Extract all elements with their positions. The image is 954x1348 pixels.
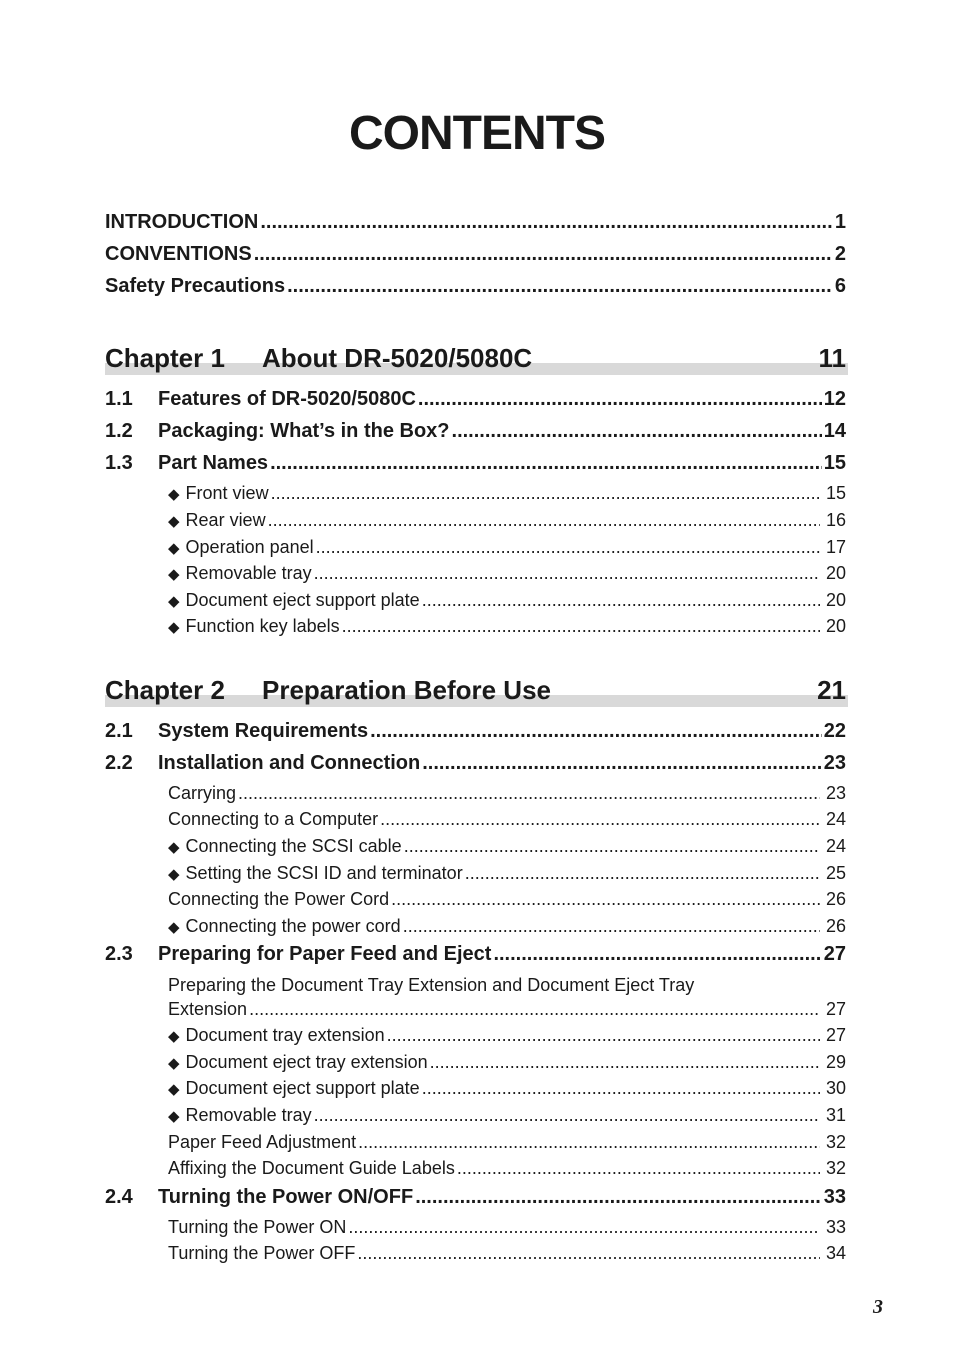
toc-subentry[interactable] bbox=[168, 783, 846, 804]
toc-entry-label: Extension bbox=[168, 999, 248, 1019]
leader-dots bbox=[357, 1243, 820, 1264]
leader-dots bbox=[260, 211, 833, 234]
diamond-bullet-icon: ◆ bbox=[168, 1055, 180, 1072]
toc-entry-label: Setting the SCSI ID and terminator bbox=[185, 863, 463, 883]
section-number: 2.4 bbox=[105, 1186, 133, 1208]
toc-entry-page: 12 bbox=[823, 388, 846, 410]
toc-entry-page: 14 bbox=[823, 420, 846, 442]
diamond-bullet-icon: ◆ bbox=[168, 839, 180, 856]
page-number: 3 bbox=[873, 1296, 883, 1318]
toc-entry-page: 24 bbox=[825, 836, 846, 856]
toc-subentry[interactable] bbox=[168, 537, 846, 558]
section-number: 1.1 bbox=[105, 388, 133, 410]
leader-dots bbox=[422, 1078, 820, 1099]
leader-dots bbox=[403, 916, 820, 937]
leader-dots bbox=[452, 420, 822, 443]
toc-subentry[interactable] bbox=[168, 836, 846, 857]
toc-entry-page: 24 bbox=[825, 809, 846, 829]
toc-entry-page: 33 bbox=[825, 1217, 846, 1237]
toc-entry-page: 23 bbox=[825, 783, 846, 803]
leader-dots bbox=[391, 889, 820, 910]
leader-dots bbox=[249, 999, 820, 1020]
toc-subentry[interactable] bbox=[168, 1025, 846, 1046]
leader-dots bbox=[418, 388, 822, 411]
toc-entry-page: 32 bbox=[825, 1132, 846, 1152]
leader-dots bbox=[387, 1025, 820, 1046]
leader-dots bbox=[254, 243, 833, 266]
diamond-bullet-icon: ◆ bbox=[168, 513, 180, 530]
toc-entry-label: Function key labels bbox=[185, 616, 340, 636]
chapter-number: Chapter 2 bbox=[105, 675, 225, 705]
toc-subentry[interactable] bbox=[168, 1078, 846, 1099]
toc-subentry[interactable] bbox=[168, 889, 846, 910]
leader-dots bbox=[358, 1132, 820, 1153]
leader-dots bbox=[287, 275, 833, 298]
section-number: 1.2 bbox=[105, 420, 133, 442]
toc-entry-label: Connecting to a Computer bbox=[168, 809, 379, 829]
chapter-title: About DR-5020/5080C bbox=[262, 343, 533, 373]
toc-section[interactable] bbox=[105, 452, 846, 475]
toc-entry-page: 15 bbox=[825, 483, 846, 503]
toc-entry-label: System Requirements bbox=[158, 720, 369, 742]
toc-entry-page: 30 bbox=[825, 1078, 846, 1098]
leader-dots bbox=[415, 1186, 822, 1209]
leader-dots bbox=[314, 563, 820, 584]
toc-entry-page: 2 bbox=[834, 243, 846, 265]
toc-subentry[interactable] bbox=[168, 510, 846, 531]
toc-subentry[interactable] bbox=[168, 1158, 846, 1179]
toc-entry-label: Document eject tray extension bbox=[185, 1052, 428, 1072]
toc-entry-label: Connecting the Power Cord bbox=[168, 889, 390, 909]
toc-subentry[interactable] bbox=[168, 563, 846, 584]
diamond-bullet-icon: ◆ bbox=[168, 919, 180, 936]
toc-subentry[interactable] bbox=[168, 1132, 846, 1153]
toc-entry-page: 34 bbox=[825, 1243, 846, 1263]
toc-subentry[interactable] bbox=[168, 1052, 846, 1073]
toc-entry-page: 25 bbox=[825, 863, 846, 883]
toc-entry-introduction[interactable] bbox=[105, 211, 846, 234]
toc-section[interactable] bbox=[105, 752, 846, 775]
toc-entry-label: Document eject support plate bbox=[185, 1078, 420, 1098]
diamond-bullet-icon: ◆ bbox=[168, 593, 180, 610]
leader-dots bbox=[422, 752, 822, 775]
leader-dots bbox=[457, 1158, 820, 1179]
chapter-page: 21 bbox=[817, 675, 846, 705]
toc-entry-safety-precautions[interactable] bbox=[105, 275, 846, 298]
section-number: 2.2 bbox=[105, 752, 133, 774]
toc-entry-label: Connecting the SCSI cable bbox=[185, 836, 402, 856]
diamond-bullet-icon: ◆ bbox=[168, 866, 180, 883]
toc-subentry[interactable] bbox=[168, 1105, 846, 1126]
toc-section[interactable] bbox=[105, 388, 846, 411]
leader-dots bbox=[314, 1105, 820, 1126]
toc-entry-label: Part Names bbox=[158, 452, 269, 474]
leader-dots bbox=[430, 1052, 820, 1073]
diamond-bullet-icon: ◆ bbox=[168, 566, 180, 583]
leader-dots bbox=[404, 836, 820, 857]
toc-entry-page: 1 bbox=[834, 211, 846, 233]
leader-dots bbox=[316, 537, 820, 558]
toc-entry-page: 17 bbox=[825, 537, 846, 557]
toc-entry-page: 31 bbox=[825, 1105, 846, 1125]
toc-entry-page: 33 bbox=[823, 1186, 846, 1208]
toc-entry-label: Turning the Power ON bbox=[168, 1217, 347, 1237]
toc-entry-label: Packaging: What’s in the Box? bbox=[158, 420, 450, 442]
toc-entry-label: Connecting the power cord bbox=[185, 916, 401, 936]
toc-entry-page: 26 bbox=[825, 889, 846, 909]
toc-entry-label: Removable tray bbox=[185, 563, 312, 583]
leader-dots bbox=[493, 943, 821, 966]
diamond-bullet-icon: ◆ bbox=[168, 1081, 180, 1098]
toc-section[interactable] bbox=[105, 420, 846, 443]
toc-section[interactable] bbox=[105, 1186, 846, 1209]
toc-entry-label: Carrying bbox=[168, 783, 237, 803]
leader-dots bbox=[465, 863, 820, 884]
toc-entry-label-first-line[interactable]: Preparing the Document Tray Extension and Document Eject Tray bbox=[168, 975, 695, 995]
leader-dots bbox=[422, 590, 820, 611]
toc-entry-label: Operation panel bbox=[185, 537, 314, 557]
toc-entry-label: Paper Feed Adjustment bbox=[168, 1132, 357, 1152]
toc-subentry[interactable] bbox=[168, 590, 846, 611]
diamond-bullet-icon: ◆ bbox=[168, 540, 180, 557]
chapter-heading[interactable] bbox=[105, 343, 848, 383]
toc-entry-label: Document eject support plate bbox=[185, 590, 420, 610]
leader-dots bbox=[271, 483, 820, 504]
leader-dots bbox=[348, 1217, 820, 1238]
toc-subentry[interactable] bbox=[168, 1217, 846, 1238]
toc-subentry[interactable] bbox=[168, 916, 846, 937]
chapter-number: Chapter 1 bbox=[105, 343, 225, 373]
toc-subentry[interactable] bbox=[168, 863, 846, 884]
toc-entry-page: 20 bbox=[825, 590, 846, 610]
toc-entry-conventions[interactable] bbox=[105, 243, 846, 266]
diamond-bullet-icon: ◆ bbox=[168, 1028, 180, 1045]
toc-entry-label: Affixing the Document Guide Labels bbox=[168, 1158, 455, 1178]
toc-entry-label: INTRODUCTION bbox=[105, 211, 259, 233]
diamond-bullet-icon: ◆ bbox=[168, 1108, 180, 1125]
toc-subentry[interactable] bbox=[168, 809, 846, 830]
toc-entry-page: 6 bbox=[834, 275, 846, 297]
chapter-title: Preparation Before Use bbox=[262, 675, 551, 705]
leader-dots bbox=[238, 783, 820, 804]
section-number: 2.3 bbox=[105, 943, 133, 965]
toc-entry-page: 16 bbox=[825, 510, 846, 530]
leader-dots bbox=[270, 452, 822, 475]
page-title: CONTENTS bbox=[349, 107, 605, 160]
toc-entry-page: 32 bbox=[825, 1158, 846, 1178]
toc-entry-label: Front view bbox=[185, 483, 269, 503]
section-number: 1.3 bbox=[105, 452, 133, 474]
toc-subentry[interactable] bbox=[168, 483, 846, 504]
leader-dots bbox=[268, 510, 820, 531]
toc-entry-page: 23 bbox=[823, 752, 846, 774]
diamond-bullet-icon: ◆ bbox=[168, 486, 180, 503]
toc-entry-label: CONVENTIONS bbox=[105, 243, 252, 265]
toc-entry-label: Removable tray bbox=[185, 1105, 312, 1125]
toc-section[interactable] bbox=[105, 720, 846, 743]
toc-entry-page: 15 bbox=[823, 452, 846, 474]
toc-entry-label: Safety Precautions bbox=[105, 275, 286, 297]
toc-entry-page: 29 bbox=[825, 1052, 846, 1072]
leader-dots bbox=[370, 720, 822, 743]
toc-subentry[interactable] bbox=[168, 616, 846, 637]
toc-entry-page: 20 bbox=[825, 616, 846, 636]
toc-entry-label: Features of DR-5020/5080C bbox=[158, 388, 416, 410]
toc-entry-page: 26 bbox=[825, 916, 846, 936]
toc-entry-label: Rear view bbox=[185, 510, 266, 530]
toc-entry-label: Turning the Power ON/OFF bbox=[158, 1186, 414, 1208]
toc-entry-page: 27 bbox=[823, 943, 846, 965]
toc-entry-page: 27 bbox=[825, 1025, 846, 1045]
section-number: 2.1 bbox=[105, 720, 133, 742]
toc-entry-label: Preparing for Paper Feed and Eject bbox=[158, 943, 492, 965]
toc-entry-page: 27 bbox=[825, 999, 846, 1019]
toc-entry-label: Turning the Power OFF bbox=[168, 1243, 356, 1263]
toc-subentry[interactable] bbox=[168, 1243, 846, 1264]
toc-entry-page: 22 bbox=[823, 720, 846, 742]
diamond-bullet-icon: ◆ bbox=[168, 619, 180, 636]
toc-entry-label: Document tray extension bbox=[185, 1025, 385, 1045]
leader-dots bbox=[380, 809, 820, 830]
toc-entry-page: 20 bbox=[825, 563, 846, 583]
leader-dots bbox=[342, 616, 820, 637]
chapter-page: 11 bbox=[818, 343, 846, 373]
toc-section[interactable] bbox=[105, 943, 846, 966]
chapter-heading[interactable] bbox=[105, 675, 848, 715]
toc-entry-label: Installation and Connection bbox=[158, 752, 421, 774]
toc-subentry[interactable] bbox=[168, 999, 846, 1020]
